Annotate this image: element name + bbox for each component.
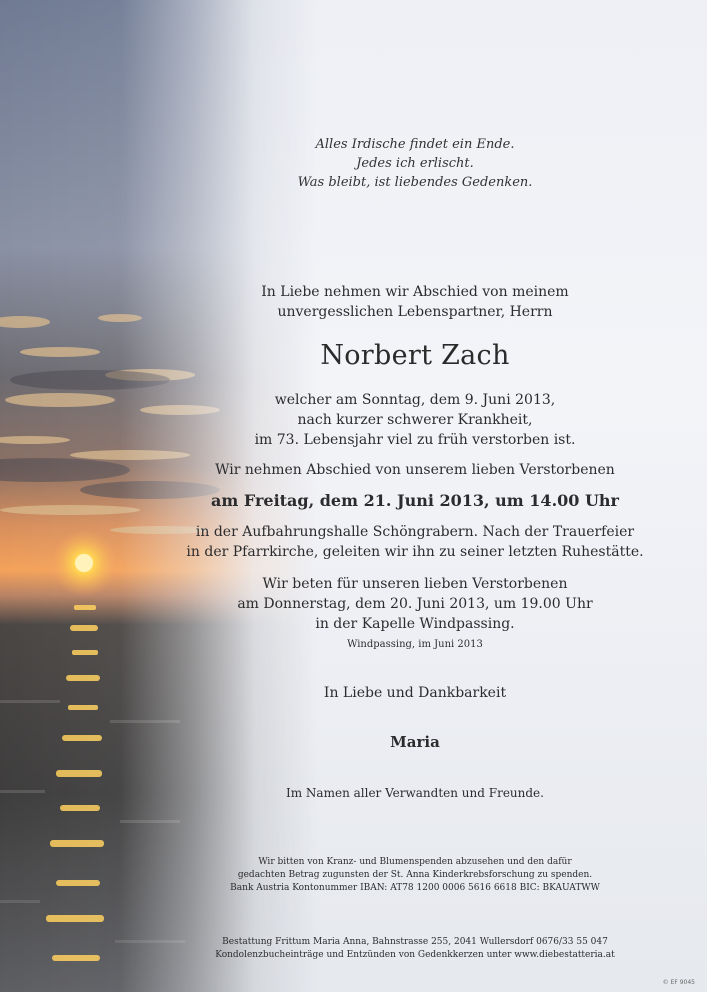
donation-line: gedachten Betrag zugunsten der St. Anna Kinderkrebsforschung zu spenden. — [237, 870, 593, 880]
farewell-line: in der Aufbahrungshalle Schöngrabern. Nach der Trauerfeier — [195, 524, 635, 540]
quote-line: Alles Irdische findet ein Ende. — [315, 137, 515, 152]
memorial-quote — [170, 135, 660, 192]
death-text — [170, 390, 660, 450]
farewell-place — [170, 522, 660, 562]
relatives-line: Im Namen aller Verwandten und Freunde. — [286, 786, 544, 800]
quote-line: Jedes ich erlischt. — [356, 156, 474, 171]
undertaker-info — [170, 936, 660, 962]
gratitude: In Liebe und Dankbarkeit — [323, 685, 507, 701]
copyright-mark: © EF 9045 — [662, 979, 695, 986]
undertaker-line: Bestattung Frittum Maria Anna, Bahnstrasse 255, 2041 Wullersdorf 0676/33 55 047 — [222, 937, 608, 947]
prayer-line: am Donnerstag, dem 20. Juni 2013, um 19.00 Uhr — [237, 596, 593, 612]
quote-line: Was bleibt, ist liebendes Gedenken. — [297, 175, 533, 190]
farewell-intro: Wir nehmen Abschied von unserem lieben Verstorbenen — [215, 462, 615, 478]
prayer-text — [170, 574, 660, 634]
farewell-line: in der Pfarrkirche, geleiten wir ihn zu seiner letzten Ruhestätte. — [186, 544, 644, 560]
prayer-line: Wir beten für unseren lieben Verstorbenen — [262, 576, 568, 592]
place-date: Windpassing, im Juni 2013 — [347, 639, 483, 650]
prayer-line: in der Kapelle Windpassing. — [315, 616, 515, 632]
donation-notice — [170, 856, 660, 895]
intro-line: In Liebe nehmen wir Abschied von meinem — [261, 284, 569, 300]
death-line: welcher am Sonntag, dem 9. Juni 2013, — [274, 392, 556, 408]
signer-name: Maria — [390, 733, 440, 751]
deceased-name: Norbert Zach — [320, 340, 510, 371]
intro-line: unvergesslichen Lebenspartner, Herrn — [277, 304, 553, 320]
donation-line: Wir bitten von Kranz- und Blumenspenden abzusehen und den dafür — [258, 857, 572, 867]
notice-text — [170, 0, 660, 992]
intro-text — [170, 282, 660, 322]
condolence-line: Kondolenzbucheinträge und Entzünden von Gedenkkerzen unter www.diebestatteria.at — [215, 950, 615, 960]
death-line: nach kurzer schwerer Krankheit, — [297, 412, 533, 428]
farewell-date: am Freitag, dem 21. Juni 2013, um 14.00 Uhr — [211, 491, 619, 510]
bank-details: Bank Austria Kontonummer IBAN: AT78 1200 0006 5616 6618 BIC: BKAUATWW — [230, 883, 600, 893]
death-line: im 73. Lebensjahr viel zu früh verstorben ist. — [254, 432, 576, 448]
